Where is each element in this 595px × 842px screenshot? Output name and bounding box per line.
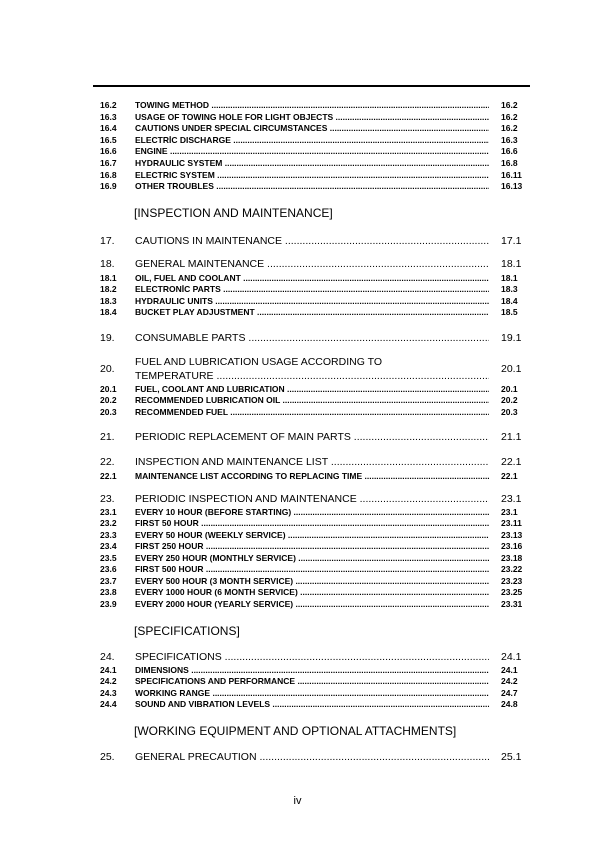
toc-entry-18-3[interactable]: [0, 296, 595, 307]
toc-entry-23-8[interactable]: [0, 587, 595, 598]
toc-entry-23-9[interactable]: [0, 599, 595, 610]
toc-entry-23[interactable]: [0, 493, 595, 506]
entry-number: 23.8: [100, 587, 117, 597]
entry-title: WORKING RANGE .....: [135, 688, 489, 699]
entry-title: OIL, FUEL AND COOLANT .....: [135, 273, 489, 284]
entry-number: 23.6: [100, 564, 117, 574]
entry-page: 23.13: [501, 530, 523, 540]
entry-number: 16.9: [100, 181, 117, 191]
entry-page: 25.1: [501, 751, 522, 763]
entry-number: 22.1: [100, 471, 117, 481]
entry-page: 24.1: [501, 665, 518, 675]
entry-title: HYDRAULIC UNITS .....: [135, 296, 489, 307]
entry-title: HYDRAULIC SYSTEM .....: [135, 158, 489, 169]
toc-entry-16-8[interactable]: [0, 170, 595, 181]
entry-number: 23.7: [100, 576, 117, 586]
toc-entry-16-4[interactable]: [0, 123, 595, 134]
toc-entry-20-3[interactable]: [0, 407, 595, 418]
entry-number: 20.3: [100, 407, 117, 417]
entry-page: 16.2: [501, 100, 518, 110]
entry-title: EVERY 10 HOUR (BEFORE STARTING) .....: [135, 507, 489, 518]
toc-entry-23-5[interactable]: [0, 553, 595, 564]
entry-number: 22.: [100, 456, 115, 468]
entry-page: 20.1: [501, 384, 518, 394]
entry-number: 23.9: [100, 599, 117, 609]
entry-page: 20.2: [501, 395, 518, 405]
entry-page: 16.11: [501, 170, 522, 180]
entry-title: SPECIFICATIONS .....: [135, 651, 489, 664]
toc-entry-25[interactable]: [0, 751, 595, 764]
entry-title: ENGINE .....: [135, 146, 489, 157]
entry-title: BUCKET PLAY ADJUSTMENT .....: [135, 307, 489, 318]
toc-entry-24-3[interactable]: [0, 688, 595, 699]
toc-entry-24-2[interactable]: [0, 676, 595, 687]
entry-title: FUEL, COOLANT AND LUBRICATION .....: [135, 384, 489, 395]
entry-page: 18.1: [501, 273, 518, 283]
entry-page: 17.1: [501, 235, 522, 247]
entry-number: 24.1: [100, 665, 117, 675]
entry-number: 20.1: [100, 384, 117, 394]
entry-title: PERIODIC INSPECTION AND MAINTENANCE .....: [135, 493, 489, 506]
entry-page: 16.6: [501, 146, 518, 156]
toc-entry-22-1[interactable]: [0, 471, 595, 482]
entry-page: 21.1: [501, 431, 522, 443]
section-heading-inspection: [INSPECTION AND MAINTENANCE]: [134, 206, 333, 220]
entry-title-line2: TEMPERATURE .....: [135, 370, 489, 383]
entry-number: 16.3: [100, 112, 117, 122]
toc-entry-22[interactable]: [0, 456, 595, 469]
entry-number: 16.8: [100, 170, 117, 180]
section-heading-specifications: [SPECIFICATIONS]: [134, 624, 240, 638]
entry-title: CONSUMABLE PARTS .....: [135, 332, 489, 345]
entry-page: 24.1: [501, 651, 522, 663]
toc-entry-23-7[interactable]: [0, 576, 595, 587]
entry-page: 18.1: [501, 258, 522, 270]
entry-number: 20.2: [100, 395, 117, 405]
toc-entry-18[interactable]: [0, 258, 595, 271]
entry-number: 18.3: [100, 296, 117, 306]
entry-page: 23.25: [501, 587, 523, 597]
entry-title: ELECTRONİC PARTS .....: [135, 284, 489, 295]
entry-number: 18.1: [100, 273, 117, 283]
entry-title: OTHER TROUBLES .....: [135, 181, 489, 192]
entry-number: 16.4: [100, 123, 117, 133]
entry-page: 18.5: [501, 307, 518, 317]
entry-number: 21.: [100, 431, 115, 443]
entry-title: EVERY 50 HOUR (WEEKLY SERVICE) .....: [135, 530, 489, 541]
entry-number: 23.5: [100, 553, 117, 563]
entry-page: 22.1: [501, 471, 518, 481]
entry-title: FIRST 500 HOUR .....: [135, 564, 489, 575]
entry-title: EVERY 1000 HOUR (6 MONTH SERVICE) .....: [135, 587, 489, 598]
entry-page: 23.1: [501, 507, 518, 517]
entry-title: GENERAL MAINTENANCE .....: [135, 258, 489, 271]
entry-page: 16.2: [501, 123, 518, 133]
entry-number: 17.: [100, 235, 115, 247]
toc-entry-18-4[interactable]: [0, 307, 595, 318]
entry-number: 24.4: [100, 699, 117, 709]
entry-title-line1: FUEL AND LUBRICATION USAGE ACCORDING TO: [135, 356, 382, 368]
entry-number: 18.4: [100, 307, 117, 317]
toc-entry-17[interactable]: [0, 235, 595, 248]
section-heading-working-equipment: [WORKING EQUIPMENT AND OPTIONAL ATTACHMENTS]: [134, 724, 457, 738]
toc-entry-16-2[interactable]: [0, 100, 595, 111]
entry-title: RECOMMENDED LUBRICATION OIL .....: [135, 395, 489, 406]
entry-title: TOWING METHOD .....: [135, 100, 489, 111]
entry-page: 19.1: [501, 332, 522, 344]
entry-title: MAINTENANCE LIST ACCORDING TO REPLACING TIME .....: [135, 471, 489, 482]
toc-entry-23-3[interactable]: [0, 530, 595, 541]
entry-page: 20.1: [501, 363, 522, 375]
entry-number: 23.2: [100, 518, 117, 528]
entry-page: 16.13: [501, 181, 523, 191]
entry-page: 24.2: [501, 676, 518, 686]
entry-title: DIMENSIONS .....: [135, 665, 489, 676]
entry-page: 24.7: [501, 688, 518, 698]
entry-number: 24.2: [100, 676, 117, 686]
entry-title: USAGE OF TOWING HOLE FOR LIGHT OBJECTS .....: [135, 112, 489, 123]
entry-page: 16.3: [501, 135, 518, 145]
toc-entry-20-2[interactable]: [0, 395, 595, 406]
entry-title: ELECTRIC SYSTEM .....: [135, 170, 489, 181]
toc-entry-21[interactable]: [0, 431, 595, 444]
entry-number: 16.6: [100, 146, 117, 156]
toc-entry-16-5[interactable]: [0, 135, 595, 146]
toc-entry-19[interactable]: [0, 332, 595, 345]
toc-entry-23-6[interactable]: [0, 564, 595, 575]
entry-number: 18.2: [100, 284, 117, 294]
entry-number: 23.3: [100, 530, 117, 540]
toc-entry-23-1[interactable]: [0, 507, 595, 518]
entry-title: PERIODIC REPLACEMENT OF MAIN PARTS .....: [135, 431, 489, 444]
entry-number: 25.: [100, 751, 115, 763]
entry-page: 23.1: [501, 493, 522, 505]
entry-page: 18.4: [501, 296, 518, 306]
toc-entry-16-7[interactable]: [0, 158, 595, 169]
entry-page: 20.3: [501, 407, 518, 417]
entry-number: 16.5: [100, 135, 117, 145]
entry-title: GENERAL PRECAUTION .....: [135, 751, 489, 764]
entry-title: SPECIFICATIONS AND PERFORMANCE .....: [135, 676, 489, 687]
entry-page: 23.16: [501, 541, 523, 551]
entry-title: CAUTIONS IN MAINTENANCE .....: [135, 235, 489, 248]
toc-entry-20-1[interactable]: [0, 384, 595, 395]
entry-page: 24.8: [501, 699, 518, 709]
entry-number: 24.: [100, 651, 115, 663]
entry-title: SOUND AND VIBRATION LEVELS .....: [135, 699, 489, 710]
entry-number: 18.: [100, 258, 115, 270]
toc-entry-18-1[interactable]: [0, 273, 595, 284]
entry-title: FIRST 50 HOUR .....: [135, 518, 489, 529]
toc-entry-16-9[interactable]: [0, 181, 595, 192]
toc-entry-23-4[interactable]: [0, 541, 595, 552]
entry-number: 20.: [100, 363, 115, 375]
entry-page: 18.3: [501, 284, 518, 294]
toc-entry-16-3[interactable]: [0, 112, 595, 123]
entry-number: 16.2: [100, 100, 117, 110]
toc-entry-18-2[interactable]: [0, 284, 595, 295]
entry-number: 23.: [100, 493, 115, 505]
entry-title: EVERY 500 HOUR (3 MONTH SERVICE) .....: [135, 576, 489, 587]
entry-page: 16.8: [501, 158, 518, 168]
entry-title: INSPECTION AND MAINTENANCE LIST .....: [135, 456, 489, 469]
toc-entry-24-4[interactable]: [0, 699, 595, 710]
entry-title: CAUTIONS UNDER SPECIAL CIRCUMSTANCES .....: [135, 123, 489, 134]
entry-page: 22.1: [501, 456, 522, 468]
entry-page: 23.23: [501, 576, 523, 586]
entry-page: 16.2: [501, 112, 518, 122]
entry-number: 16.7: [100, 158, 117, 168]
entry-page: 23.22: [501, 564, 523, 574]
entry-title: ELECTRİC DISCHARGE .....: [135, 135, 489, 146]
entry-title: EVERY 250 HOUR (MONTHLY SERVICE) .....: [135, 553, 489, 564]
entry-title: FIRST 250 HOUR .....: [135, 541, 489, 552]
entry-title: RECOMMENDED FUEL .....: [135, 407, 489, 418]
toc-entry-20[interactable]: [0, 356, 595, 384]
entry-number: 19.: [100, 332, 115, 344]
toc-entry-24[interactable]: [0, 651, 595, 664]
entry-number: 24.3: [100, 688, 117, 698]
toc-entry-23-2[interactable]: [0, 518, 595, 529]
page-number: iv: [293, 795, 302, 807]
toc-entry-16-6[interactable]: [0, 146, 595, 157]
entry-page: 23.31: [501, 599, 523, 609]
entry-number: 23.4: [100, 541, 117, 551]
toc-entry-24-1[interactable]: [0, 665, 595, 676]
entry-page: 23.11: [501, 518, 522, 528]
entry-title: EVERY 2000 HOUR (YEARLY SERVICE) .....: [135, 599, 489, 610]
entry-number: 23.1: [100, 507, 117, 517]
entry-page: 23.18: [501, 553, 523, 563]
